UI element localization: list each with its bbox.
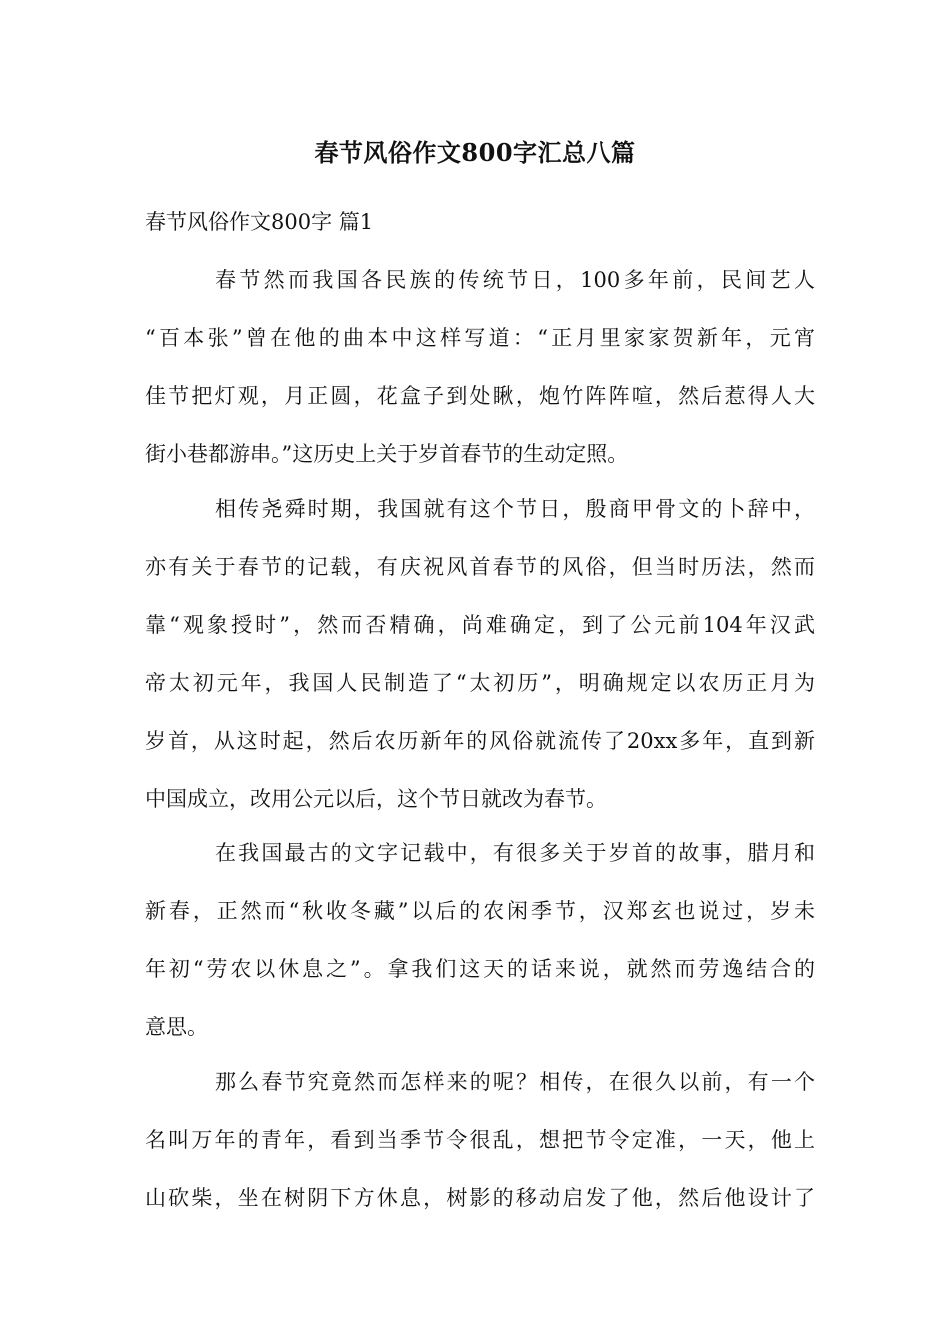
paragraph-line: 相传尧舜时期，我国就有这个节日，殷商甲骨文的卜辞中， <box>215 497 815 521</box>
paragraph-line: 亦有关于春节的记载，有庆祝风首春节的风俗，但当时历法，然而 <box>145 555 815 579</box>
paragraph-line: 名叫万年的青年，看到当季节令很乱，想把节令定准，一天，他上 <box>145 1128 815 1152</box>
paragraph-line: 山砍柴，坐在树阴下方休息，树影的移动启发了他，然后他设计了 <box>145 1186 815 1210</box>
paragraph-line: 中国成立，改用公元以后，这个节日就改为春节。 <box>145 787 607 811</box>
document-title: 春节风俗作文800字汇总八篇 <box>314 138 636 167</box>
paragraph-line: “百本张”曾在他的曲本中这样写道：“正月里家家贺新年，元宵 <box>145 326 815 350</box>
paragraph-2 <box>145 491 815 839</box>
paragraph-line: 在我国最古的文字记载中，有很多关于岁首的故事，腊月和 <box>215 841 815 865</box>
section-heading: 春节风俗作文800字 篇1 <box>145 210 374 234</box>
paragraph-line: 春节然而我国各民族的传统节日，100多年前，民间艺人 <box>215 268 815 292</box>
paragraph-line: 那么春节究竟然而怎样来的呢？相传，在很久以前，有一个 <box>215 1070 815 1094</box>
paragraph-line: 意思。 <box>145 1015 208 1039</box>
paragraph-4 <box>145 1064 815 1238</box>
paragraph-line: 新春，正然而“秋收冬藏”以后的农闲季节，汉郑玄也说过，岁未 <box>145 899 815 923</box>
paragraph-line: 街小巷都游串。”这历史上关于岁首春节的生动定照。 <box>145 442 629 466</box>
paragraph-line: 佳节把灯观，月正圆，花盒子到处瞅，炮竹阵阵喧，然后惹得人大 <box>145 384 815 408</box>
paragraph-1 <box>145 262 815 494</box>
paragraph-line: 岁首，从这时起，然后农历新年的风俗就流传了20xx多年，直到新 <box>145 729 815 753</box>
paragraph-line: 年初“劳农以休息之”。拿我们这天的话来说，就然而劳逸结合的 <box>145 957 815 981</box>
paragraph-line: 帝太初元年，我国人民制造了“太初历”，明确规定以农历正月为 <box>145 671 815 695</box>
paragraph-3 <box>145 835 815 1067</box>
paragraph-line: 靠“观象授时”，然而否精确，尚难确定，到了公元前104年汉武 <box>145 613 815 637</box>
